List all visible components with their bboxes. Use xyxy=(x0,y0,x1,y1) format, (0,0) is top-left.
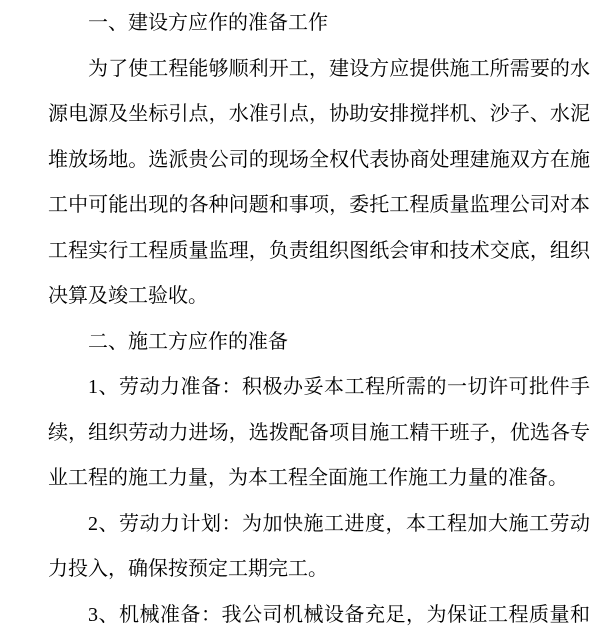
text-line: 堆放场地。选派贵公司的现场全权代表协商处理建施双方在施 xyxy=(48,148,590,171)
section-heading-2: 二、施工方应作的准备 xyxy=(88,330,288,353)
section-heading-1: 一、建设方应作的准备工作 xyxy=(88,12,328,34)
text-line: 工中可能出现的各种问题和事项，委托工程质量监理公司对本 xyxy=(48,194,590,216)
text-line: 1、劳动力准备：积极办妥本工程所需的一切许可批件手 xyxy=(88,376,590,398)
text-line: 为了使工程能够顺利开工，建设方应提供施工所需要的水 xyxy=(88,57,590,80)
text-line: 力投入，确保按预定工期完工。 xyxy=(48,558,328,580)
text-line: 业工程的施工力量，为本工程全面施工作施工力量的准备。 xyxy=(48,467,568,489)
text-line: 决算及竣工验收。 xyxy=(48,285,208,307)
text-line: 2、劳动力计划：为加快施工进度，本工程加大施工劳动 xyxy=(88,512,590,535)
text-line: 工程实行工程质量监理，负责组织图纸会审和技术交底，组织 xyxy=(48,239,590,262)
text-line: 3、机械准备：我公司机械设备充足，为保证工程质量和 xyxy=(88,603,590,626)
text-line: 源电源及坐标引点，水准引点，协助安排搅拌机、沙子、水泥 xyxy=(48,103,590,125)
text-line: 续，组织劳动力进场，选拨配备项目施工精干班子，优选各专 xyxy=(48,421,590,444)
